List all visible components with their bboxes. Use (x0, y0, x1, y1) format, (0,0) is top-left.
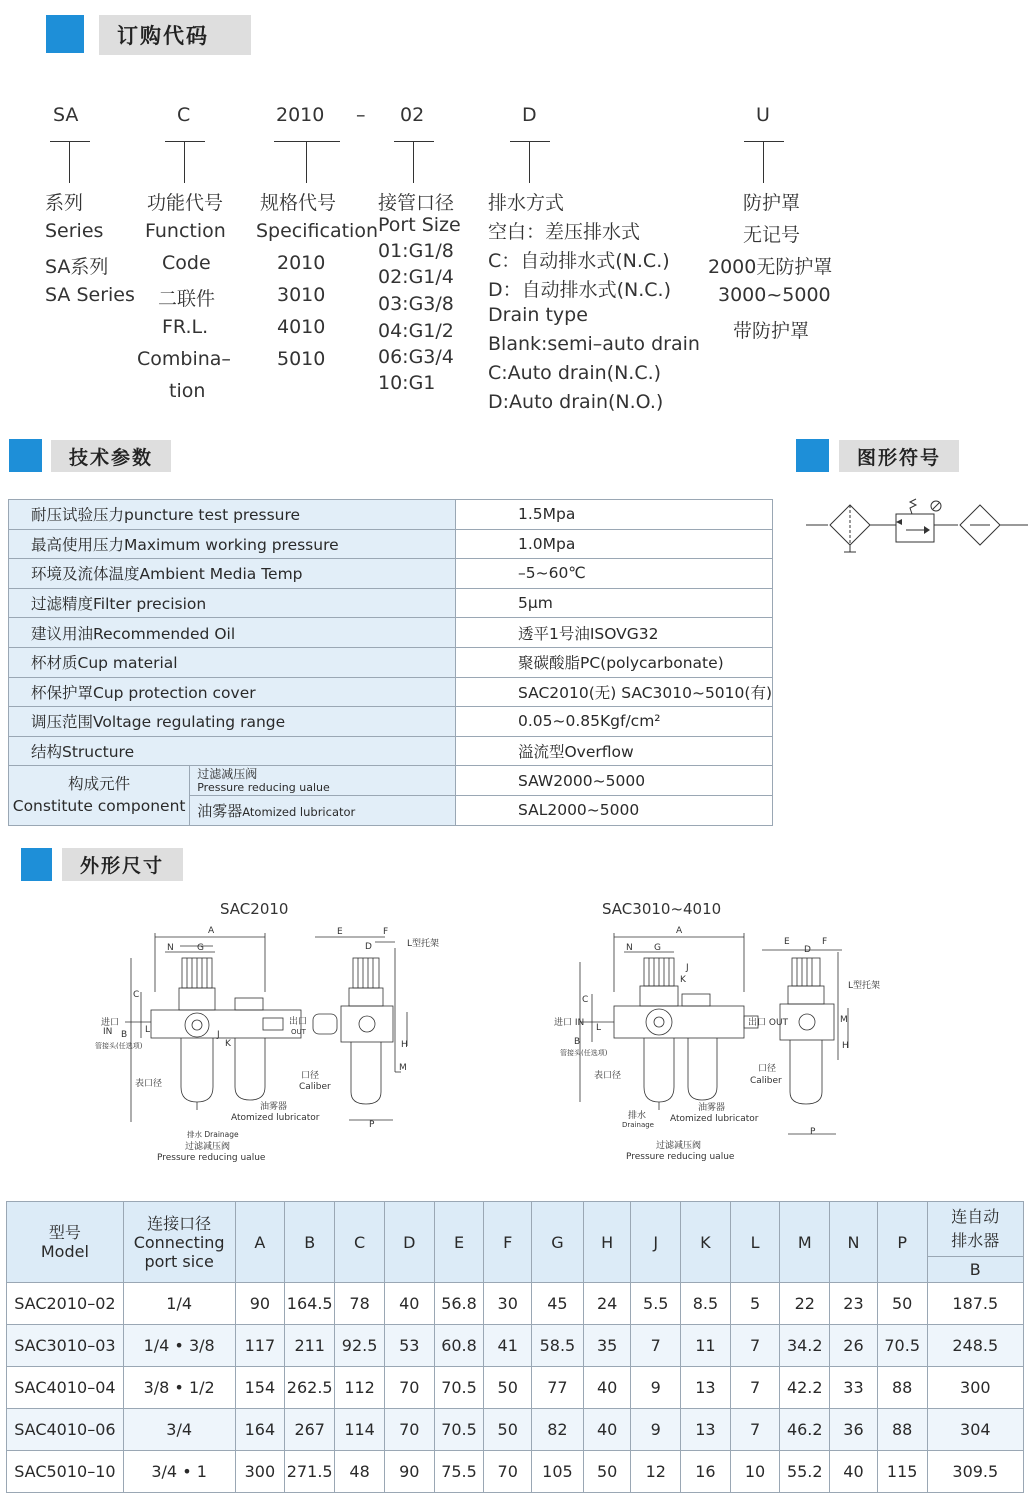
label-frv-cn: 过滤减压阀 (185, 1142, 231, 1152)
dim-cell: 12 (631, 1451, 681, 1493)
spec-label: 过滤精度Filter precision (9, 588, 456, 618)
function-en: Function (145, 220, 226, 242)
connector (413, 141, 414, 183)
spec-value: 1.0Mpa (455, 529, 772, 559)
label-drain: 排水 Drainage (187, 1130, 239, 1139)
port-01: 01:G1/8 (378, 240, 454, 262)
dim-cell: 42.2 (780, 1367, 830, 1409)
dim-cell: 40 (583, 1367, 631, 1409)
dim-cell: 26 (830, 1325, 878, 1367)
label-inlet-en: IN (103, 1027, 113, 1037)
spec-label: 杯材质Cup material (9, 647, 456, 677)
dim-cell: 211 (285, 1325, 335, 1367)
dim-cell: 36 (830, 1409, 878, 1451)
dim-cell: 40 (385, 1283, 435, 1325)
dim-cell: 70 (385, 1367, 435, 1409)
connector (510, 141, 550, 142)
dim-letter-k: K (680, 975, 686, 985)
label-frv-en: Pressure reducing ualue (157, 1153, 266, 1163)
spec-value: SAL2000~5000 (455, 795, 772, 825)
dim-cell: 164 (235, 1409, 285, 1451)
dim-cell: 35 (583, 1325, 631, 1367)
dim-cell: 114 (335, 1409, 385, 1451)
dim-letter-b: B (574, 1037, 581, 1047)
dim-letter-d: D (365, 942, 372, 952)
dim-cell: 248.5 (927, 1325, 1023, 1367)
component-sub2-en: Atomized lubricator (242, 804, 356, 819)
series-cn: 系列 (45, 192, 84, 214)
model-cell: SAC5010–10 (7, 1451, 124, 1493)
dim-cell: 11 (681, 1325, 731, 1367)
dim-cell: 304 (927, 1409, 1023, 1451)
dim-cell: 48 (335, 1451, 385, 1493)
dim-cell: 88 (877, 1367, 927, 1409)
spec-value: 溢流型Overflow (455, 736, 772, 766)
guard-none: 无记号 (743, 224, 801, 246)
spec-row (9, 707, 773, 737)
dim-cell: 5 (730, 1283, 780, 1325)
dim-cell: 267 (285, 1409, 335, 1451)
col-header: C (335, 1202, 385, 1283)
guard-2000: 2000无防护罩 (708, 256, 833, 278)
dim-letter-e: E (337, 927, 343, 937)
col-header: F (484, 1202, 532, 1283)
spec-table (8, 499, 773, 826)
spec-value: 0.05~0.85Kgf/cm² (455, 707, 772, 737)
port-cell: 1/4 • 3/8 (123, 1325, 235, 1367)
model-cell: SAC4010–04 (7, 1367, 124, 1409)
dim-cell: 105 (532, 1451, 584, 1493)
spec-label: 最高使用压力Maximum working pressure (9, 529, 456, 559)
drain-en: Drain type (488, 304, 588, 326)
spec-cn: 规格代号 (260, 192, 337, 214)
dim-cell: 58.5 (532, 1325, 584, 1367)
col-header: N (830, 1202, 878, 1283)
label-caliber-cn: 口径 (301, 1071, 320, 1081)
dim-cell: 34.2 (780, 1325, 830, 1367)
port-cell: 1/4 (123, 1283, 235, 1325)
drain-d-cn: D：自动排水式(N.C.) (488, 279, 672, 301)
dim-cell: 92.5 (335, 1325, 385, 1367)
label-outlet-cn: 出口 (289, 1017, 308, 1027)
dim-cell: 271.5 (285, 1451, 335, 1493)
dim-letter-l: M (840, 1015, 848, 1025)
dim-cell: 70.5 (434, 1409, 484, 1451)
section-title-ordering-code: 订购代码 (99, 15, 251, 55)
function-cn: 功能代号 (147, 192, 224, 214)
code-part-dash: – (356, 104, 366, 126)
dim-cell: 8.5 (681, 1283, 731, 1325)
dim-cell: 164.5 (285, 1283, 335, 1325)
dim-cell: 5.5 (631, 1283, 681, 1325)
drain-d-en: D:Auto drain(N.O.) (488, 391, 664, 413)
connector (69, 141, 70, 183)
spec-label: 结构Structure (9, 736, 456, 766)
label-bracket: L型托架 (407, 939, 440, 949)
model-cell: SAC3010–03 (7, 1325, 124, 1367)
col-header: M (780, 1202, 830, 1283)
drain-blank-en: Blank:semi–auto drain (488, 333, 700, 355)
dim-cell: 55.2 (780, 1451, 830, 1493)
dim-cell: 300 (235, 1451, 285, 1493)
dim-cell: 70 (385, 1409, 435, 1451)
spec-value: SAC2010(无) SAC3010~5010(有) (455, 677, 772, 707)
dim-letter-f: F (822, 937, 828, 947)
col-auto-drain-b: B (927, 1257, 1023, 1283)
spec-row-component (9, 766, 773, 796)
dim-cell: 24 (583, 1283, 631, 1325)
spec-label: 调压范围Voltage regulating range (9, 707, 456, 737)
dim-letter-h: H (842, 1041, 849, 1051)
label-outlet-en: OUT (291, 1028, 306, 1036)
dim-cell: 13 (681, 1409, 731, 1451)
component-label (9, 766, 190, 825)
function-tion: tion (169, 380, 206, 402)
dim-letter-f: F (383, 927, 389, 937)
component-sub1-en: Pressure reducing ualue (197, 780, 330, 794)
col-auto-cn1: 连自动 (951, 1207, 1000, 1226)
code-part-drain: D (522, 104, 537, 126)
col-header: A (235, 1202, 285, 1283)
guard-3000: 3000~5000 (718, 284, 831, 306)
series-sa-cn: SA系列 (45, 256, 109, 278)
drain-cn: 排水方式 (488, 192, 565, 214)
dim-cell: 9 (631, 1409, 681, 1451)
dim-letter-j: J (217, 1030, 220, 1040)
port-cell: 3/4 • 1 (123, 1451, 235, 1493)
connector (763, 141, 764, 183)
dim-cell: 50 (877, 1283, 927, 1325)
dim-letter-j: J (686, 963, 689, 973)
dim-letter-m: L (145, 1025, 151, 1035)
col-conn-cn: 连接口径 (147, 1213, 212, 1233)
dim-cell: 187.5 (927, 1283, 1023, 1325)
dim-letter-n: N (167, 943, 174, 953)
dim-cell: 77 (532, 1367, 584, 1409)
spec-4010: 4010 (277, 316, 326, 338)
component-sub1 (190, 766, 456, 796)
model-cell: SAC2010–02 (7, 1283, 124, 1325)
dim-cell: 40 (583, 1409, 631, 1451)
dim-cell: 23 (830, 1283, 878, 1325)
section-title-dimensions: 外形尺寸 (62, 848, 183, 881)
dim-cell: 309.5 (927, 1451, 1023, 1493)
label-caliber-en: Caliber (299, 1082, 331, 1092)
dim-cell: 7 (730, 1325, 780, 1367)
spec-label: 环境及流体温度Ambient Media Temp (9, 559, 456, 589)
col-model (7, 1202, 124, 1283)
spec-value: 透平1号油ISOVG32 (455, 618, 772, 648)
spec-row (9, 736, 773, 766)
dim-letter-l: M (399, 1063, 407, 1073)
dim-cell: 50 (484, 1367, 532, 1409)
dim-cell: 70.5 (434, 1367, 484, 1409)
function-combina: Combina– (137, 348, 231, 370)
label-bracket: L型托架 (848, 981, 881, 991)
dim-cell: 117 (235, 1325, 285, 1367)
section-marker (46, 15, 84, 53)
col-auto-cn2: 排水器 (951, 1231, 1000, 1250)
col-conn-en2: port sice (144, 1251, 214, 1271)
spec-row (9, 618, 773, 648)
spec-row (9, 588, 773, 618)
spec-row (9, 500, 773, 530)
dim-cell: 16 (681, 1451, 731, 1493)
series-sa-en: SA Series (45, 284, 135, 306)
spec-5010: 5010 (277, 348, 326, 370)
dim-cell: 56.8 (434, 1283, 484, 1325)
drain-blank-cn: 空白：差压排水式 (488, 221, 641, 243)
code-part-spec: 2010 (276, 104, 325, 126)
code-part-guard: U (756, 104, 770, 126)
dim-cell: 10 (730, 1451, 780, 1493)
dim-letter-e: E (784, 937, 790, 947)
section-title-symbol: 图形符号 (839, 440, 959, 472)
dim-letter-n: N (626, 943, 633, 953)
port-en: Port Size (378, 214, 461, 236)
spec-en: Specification (256, 220, 378, 242)
col-header: J (631, 1202, 681, 1283)
dim-letter-c: C (582, 995, 589, 1005)
drain-c-cn: C：自动排水式(N.C.) (488, 250, 670, 272)
dim-letter-a: A (676, 926, 683, 936)
dim-cell: 82 (532, 1409, 584, 1451)
dim-cell: 53 (385, 1325, 435, 1367)
spec-row (9, 559, 773, 589)
guard-cn: 防护罩 (743, 192, 801, 214)
section-marker (21, 848, 52, 881)
port-04: 04:G1/2 (378, 320, 454, 342)
label-drain-cn: 排水 (628, 1111, 647, 1121)
col-header: K (681, 1202, 731, 1283)
col-header: D (385, 1202, 435, 1283)
drawing-sac3010-4010 (552, 922, 902, 1167)
spec-row (9, 529, 773, 559)
function-frl: FR.L. (162, 316, 209, 338)
dim-cell: 46.2 (780, 1409, 830, 1451)
port-06: 06:G3/4 (378, 346, 454, 368)
dim-cell: 154 (235, 1367, 285, 1409)
dim-cell: 9 (631, 1367, 681, 1409)
label-gauge: 表口径 (135, 1079, 163, 1089)
dim-cell: 70.5 (877, 1325, 927, 1367)
section-title-tech-params: 技术参数 (51, 440, 171, 472)
col-header: G (532, 1202, 584, 1283)
col-connecting (123, 1202, 235, 1283)
dim-letter-g: G (654, 943, 661, 953)
dim-cell: 112 (335, 1367, 385, 1409)
dim-cell: 41 (484, 1325, 532, 1367)
label-frv-en: Pressure reducing ualue (626, 1152, 735, 1162)
code-part-series: SA (53, 104, 79, 126)
dim-cell: 7 (631, 1325, 681, 1367)
guard-with: 带防护罩 (733, 320, 810, 342)
spec-label: 建议用油Recommended Oil (9, 618, 456, 648)
dim-cell: 262.5 (285, 1367, 335, 1409)
section-marker (9, 439, 42, 472)
spec-value: 聚碳酸脂PC(polycarbonate) (455, 647, 772, 677)
dim-cell: 90 (385, 1451, 435, 1493)
dim-letter-k: K (225, 1039, 231, 1049)
spec-value: 5μm (455, 588, 772, 618)
dim-letter-a: A (208, 926, 215, 936)
label-lub-en: Atomized lubricator (670, 1114, 759, 1124)
label-pipe-joint: 管接头(任选项) (95, 1042, 143, 1050)
dim-cell: 22 (780, 1283, 830, 1325)
dim-letter-g: G (197, 943, 204, 953)
section-marker (796, 439, 829, 472)
spec-value: 1.5Mpa (455, 500, 772, 530)
model-cell: SAC4010–06 (7, 1409, 124, 1451)
dim-cell: 90 (235, 1283, 285, 1325)
col-auto-drain (927, 1202, 1023, 1257)
table-row (7, 1451, 1024, 1493)
dim-cell: 300 (927, 1367, 1023, 1409)
component-label-cn: 构成元件 (68, 775, 131, 794)
port-03: 03:G3/8 (378, 293, 454, 315)
label-caliber-cn: 口径 (758, 1064, 777, 1074)
dim-cell: 7 (730, 1367, 780, 1409)
col-header: E (434, 1202, 484, 1283)
col-header: B (285, 1202, 335, 1283)
dim-cell: 78 (335, 1283, 385, 1325)
dim-cell: 45 (532, 1283, 584, 1325)
table-row (7, 1409, 1024, 1451)
drain-c-en: C:Auto drain(N.C.) (488, 362, 662, 384)
port-cell: 3/8 • 1/2 (123, 1367, 235, 1409)
component-sub2 (190, 795, 456, 825)
port-cn: 接管口径 (378, 192, 455, 214)
label-outlet: 出口 OUT (748, 1018, 789, 1028)
port-02: 02:G1/4 (378, 266, 454, 288)
port-cell: 3/4 (123, 1409, 235, 1451)
col-header: L (730, 1202, 780, 1283)
table-row (7, 1367, 1024, 1409)
spec-2010: 2010 (277, 252, 326, 274)
drawing-title-left: SAC2010 (220, 900, 289, 918)
component-sub1-cn: 过滤减压阀 (197, 766, 258, 781)
label-gauge: 表口径 (594, 1071, 622, 1081)
dim-cell: 7 (730, 1409, 780, 1451)
spec-label: 杯保护罩Cup protection cover (9, 677, 456, 707)
connector (184, 141, 185, 183)
label-lub-cn: 油雾器 (260, 1102, 288, 1112)
dim-letter-m: L (596, 1023, 602, 1033)
col-model-cn: 型号 (48, 1223, 81, 1242)
connector (744, 141, 784, 142)
connector (394, 141, 434, 142)
dim-letter-h: H (401, 1040, 408, 1050)
label-inlet: 进口 IN (554, 1018, 585, 1028)
series-en: Series (45, 220, 104, 242)
label-lub-cn: 油雾器 (698, 1103, 726, 1113)
label-inlet-cn: 进口 (101, 1018, 120, 1028)
dim-cell: 33 (830, 1367, 878, 1409)
label-caliber-en: Caliber (750, 1076, 782, 1086)
dim-cell: 115 (877, 1451, 927, 1493)
dim-letter-c: C (133, 990, 140, 1000)
spec-row (9, 677, 773, 707)
spec-label: 耐压试验压力puncture test pressure (9, 500, 456, 530)
table-row (7, 1325, 1024, 1367)
dim-cell: 40 (830, 1451, 878, 1493)
frl-symbol (806, 496, 1028, 556)
table-row (7, 1283, 1024, 1325)
dim-cell: 70 (484, 1451, 532, 1493)
dim-cell: 50 (583, 1451, 631, 1493)
col-conn-en1: Connecting (133, 1232, 225, 1252)
dim-cell: 60.8 (434, 1325, 484, 1367)
dim-cell: 13 (681, 1367, 731, 1409)
col-header: H (583, 1202, 631, 1283)
connector (274, 141, 340, 142)
code-part-function: C (177, 104, 191, 126)
connector (165, 141, 205, 142)
label-drain-en: Drainage (622, 1121, 654, 1129)
dim-cell: 75.5 (434, 1451, 484, 1493)
col-header: P (877, 1202, 927, 1283)
label-lub-en: Atomized lubricator (231, 1113, 320, 1123)
spec-row (9, 647, 773, 677)
port-10: 10:G1 (378, 372, 436, 394)
function-code: Code (162, 252, 211, 274)
connector (529, 141, 530, 183)
label-frv-cn: 过滤减压阀 (656, 1141, 702, 1151)
code-part-port: 02 (400, 104, 425, 126)
function-type: 二联件 (158, 288, 216, 310)
dim-letter-p: P (810, 1127, 816, 1137)
label-pipe-joint: 管接头(任选项) (560, 1049, 608, 1057)
drawing-sac2010 (95, 922, 475, 1167)
dim-letter-d: D (804, 945, 811, 955)
dim-cell: 30 (484, 1283, 532, 1325)
col-model-en: Model (40, 1242, 89, 1261)
component-label-en: Constitute component (12, 797, 186, 816)
spec-value: SAW2000~5000 (455, 766, 772, 796)
dimension-table (6, 1201, 1024, 1493)
dim-cell: 50 (484, 1409, 532, 1451)
spec-3010: 3010 (277, 284, 326, 306)
dim-letter-p: P (369, 1120, 375, 1130)
connector (306, 141, 307, 183)
spec-value: –5~60℃ (455, 559, 772, 589)
dim-cell: 88 (877, 1409, 927, 1451)
component-sub2-cn: 油雾器 (197, 801, 243, 820)
drawing-title-right: SAC3010~4010 (602, 900, 722, 918)
connector (50, 141, 90, 142)
dim-letter-b: B (121, 1030, 128, 1040)
